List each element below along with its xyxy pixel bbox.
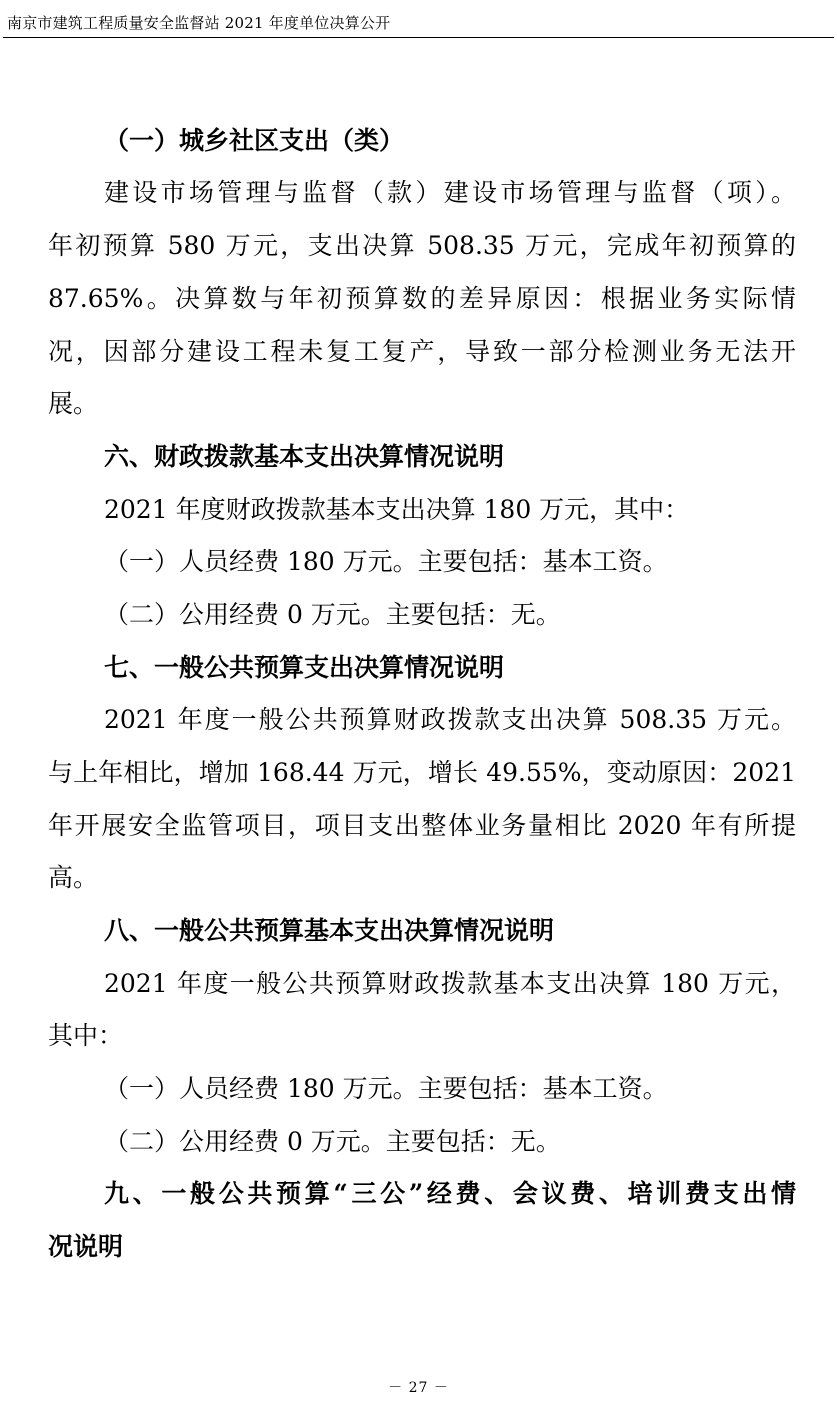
paragraph-line: 其中： xyxy=(48,1021,124,1050)
subsection-heading: （一）城乡社区支出（类） xyxy=(104,126,405,155)
section-heading: 八、一般公共预算基本支出决算情况说明 xyxy=(104,916,555,945)
paragraph-line: 2021 年度一般公共预算财政拨款基本支出决算 180 万元， xyxy=(104,969,796,998)
section-heading: 九、一般公共预算“三公”经费、会议费、培训费支出情 xyxy=(104,1179,796,1208)
paragraph-line: 建设市场管理与监督（款）建设市场管理与监督（项）。 xyxy=(104,178,796,207)
paragraph-line: 2021 年度一般公共预算财政拨款支出决算 508.35 万元。 xyxy=(104,705,796,734)
paragraph-line: 87.65%。决算数与年初预算数的差异原因：根据业务实际情 xyxy=(48,284,796,313)
section-heading-continued: 况说明 xyxy=(48,1232,124,1261)
paragraph-line: 年开展安全监管项目，项目支出整体业务量相比 2020 年有所提 xyxy=(48,811,796,840)
paragraph-line: 高。 xyxy=(48,863,99,892)
page-number: － 27 － xyxy=(388,1380,449,1396)
document-header: 南京市建筑工程质量安全监督站 2021 年度单位决算公开 xyxy=(7,14,391,32)
section-heading: 七、一般公共预算支出决算情况说明 xyxy=(104,653,505,682)
list-item: （二）公用经费 0 万元。主要包括：无。 xyxy=(104,600,561,629)
list-item: （二）公用经费 0 万元。主要包括：无。 xyxy=(104,1127,561,1156)
paragraph-line: 展。 xyxy=(48,389,99,418)
list-item: （一）人员经费 180 万元。主要包括：基本工资。 xyxy=(104,547,668,576)
paragraph-line: 2021 年度财政拨款基本支出决算 180 万元，其中： xyxy=(104,495,690,524)
paragraph-line: 与上年相比，增加 168.44 万元，增长 49.55%，变动原因：2021 xyxy=(48,758,796,787)
header-divider xyxy=(3,37,834,38)
paragraph-line: 年初预算 580 万元，支出决算 508.35 万元，完成年初预算的 xyxy=(48,231,796,260)
list-item: （一）人员经费 180 万元。主要包括：基本工资。 xyxy=(104,1074,668,1103)
section-heading: 六、财政拨款基本支出决算情况说明 xyxy=(104,442,505,471)
paragraph-line: 况，因部分建设工程未复工复产，导致一部分检测业务无法开 xyxy=(48,337,796,366)
